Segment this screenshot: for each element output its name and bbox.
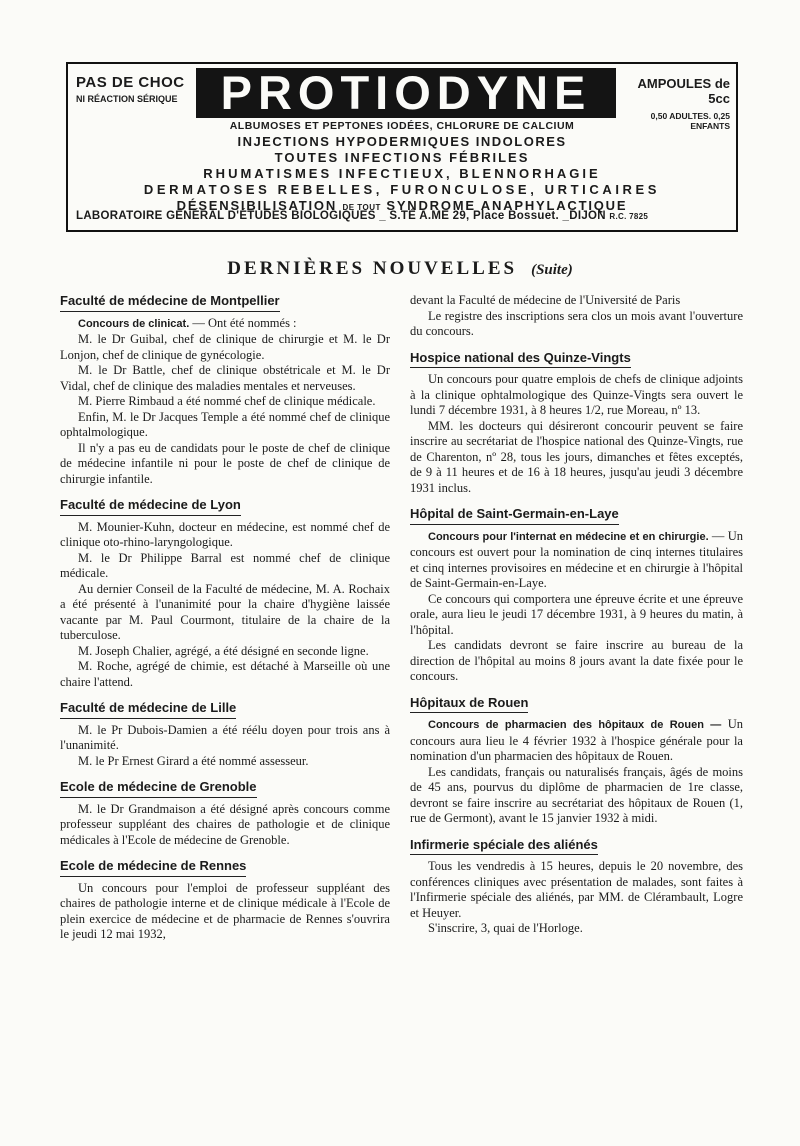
ad-syndrome: SYNDROME ANAPHYLACTIQUE: [386, 198, 628, 213]
paragraph: Tous les vendredis à 15 heures, depuis le 20 novembre, des conférences cliniques avec présentation de malades, sont faites à l'Infirmerie spéciale des aliénés, par MM. de Clérambault, Logre et Heuyer.: [410, 859, 743, 920]
ad-no-serum-reaction: NI RÉACTION SÉRIQUE: [76, 94, 178, 104]
section-grenoble: [60, 779, 390, 848]
ad-de-tout: DE TOUT: [342, 203, 381, 212]
paragraph: [60, 316, 390, 333]
page-title: [0, 258, 800, 280]
ad-desensibilisation: DÉSENSIBILISATION: [176, 198, 338, 213]
section-lille: [60, 700, 390, 769]
paragraph: M. le Pr Ernest Girard a été nommé assesseur.: [78, 753, 309, 768]
paragraph: M. le Dr Battle, chef de clinique obstétricale et M. le Dr Vidal, chef de clinique des maladies mentales et nerveuses.: [60, 363, 390, 393]
right-column: [410, 293, 743, 947]
paragraph: devant la Faculté de médecine de l'Université de Paris: [410, 293, 681, 307]
ad-laboratory-footer: [76, 210, 728, 222]
paragraph: MM. les docteurs qui désireront concourir peuvent se faire inscrire au secrétariat de l'hospice national des Quinze-Vingts, rue de Charenton, nº 28, tous les jours, dimanches et fêtes exceptés, de 9 à 11 heures et de 16 à 18 heures, jusqu'au jeudi 3 décembre 1931 inclus.: [410, 418, 743, 495]
section-title: Infirmerie spéciale des aliénés: [410, 837, 598, 856]
ad-laboratory: LABORATOIRE GÉNÉRAL D'ÉTUDES BIOLOGIQUES _ S.TÉ A.ME 29, Place Bossuet. _DIJON: [76, 210, 606, 222]
paragraph: Un concours pour quatre emplois de chefs de clinique adjoints à la clinique ophtalmologique des Quinze-Vingts sera ouvert le lundi 7 décembre 1931, à 8 heures 1/2, rue Moreau, nº 13.: [410, 372, 743, 417]
ad-line-infections: TOUTES INFECTIONS FÉBRILES: [274, 150, 530, 165]
protiodyne-advertisement: [66, 62, 738, 232]
section-title: Hôpital de Saint-Germain-en-Laye: [410, 506, 619, 525]
ad-indications: [68, 118, 736, 216]
section-title: Faculté de médecine de Lille: [60, 700, 236, 719]
subheading: Concours de pharmacien des hôpitaux de Rouen —: [428, 719, 722, 731]
ad-left-block: [76, 74, 198, 104]
section-rennes: [60, 858, 390, 943]
ad-line-dermatoses: DERMATOSES REBELLES, FURONCULOSE, URTICAIRES: [143, 182, 661, 197]
ad-no-shock: PAS DE CHOC: [76, 74, 185, 91]
paragraph: [410, 529, 743, 592]
paragraph: M. le Pr Dubois-Damien a été réélu doyen pour trois ans à l'unanimité.: [60, 722, 390, 752]
subheading: Concours pour l'internat en médecine et en chirurgie.: [428, 530, 709, 543]
paragraph: Ce concours qui comportera une épreuve écrite et une épreuve orale, aura lieu le jeudi 17 décembre 1931, à 9 heures du matin, à l'hôpital.: [410, 591, 743, 637]
section-title: Hôpitaux de Rouen: [410, 695, 528, 714]
paragraph-text: — Un concours est ouvert pour la nomination de cinq internes titulaires et cinq internes provisoires en médecine et en chirurgie à l'hôpital de Saint-Germain-en-Laye.: [410, 528, 743, 590]
paragraph: Les candidats, français ou naturalisés français, âgés de moins de 45 ans, pourvus du diplôme de pharmacien de 1re classe, devront se faire inscrire au secrétariat des hôpitaux de Rouen (1, rue de Germont), avant le 15 janvier 1932 à midi.: [410, 764, 743, 825]
paragraph: M. Pierre Rimbaud a été nommé chef de clinique médicale.: [78, 394, 376, 408]
left-column: [60, 293, 390, 953]
ad-line-composition: ALBUMOSES ET PEPTONES IODÉES, CHLORURE DE CALCIUM: [229, 120, 575, 132]
section-title: Ecole de médecine de Grenoble: [60, 779, 257, 798]
page-title-main: DERNIÈRES NOUVELLES: [227, 258, 518, 279]
section-montpellier: [60, 293, 390, 487]
paragraph-text: — Ont été nommés :: [189, 315, 297, 330]
paragraph: M. Mounier-Kuhn, docteur en médecine, est nommé chef de clinique oto-rhino-laryngologique.: [60, 519, 390, 549]
ad-brand-name: PROTIODYNE: [196, 68, 616, 118]
ad-rc: R.C. 7825: [609, 212, 649, 221]
ad-line-rhumatismes: RHUMATISMES INFECTIEUX, BLENNORHAGIE: [203, 166, 601, 181]
paragraph: Au dernier Conseil de la Faculté de médecine, M. A. Rochaix a été présenté à l'unanimité pour la chaire d'hygiène laissée vacante par M. Paul Courmont, titulaire de la chaire de la tuberculose.: [60, 581, 390, 642]
section-rouen: [410, 695, 743, 827]
paragraph: Le registre des inscriptions sera clos un mois avant l'ouverture du concours.: [410, 308, 743, 338]
paragraph: Les candidats devront se faire inscrire au bureau de la direction de l'hôpital au moins 8 jours avant la date fixée pour le concours.: [410, 638, 743, 683]
paragraph: M. le Dr Philippe Barral est nommé chef de clinique médicale.: [60, 550, 390, 580]
paragraph: M. le Dr Guibal, chef de clinique de chirurgie et M. le Dr Lonjon, chef de clinique de gynécologie.: [60, 332, 390, 362]
section-title: Hospice national des Quinze-Vingts: [410, 350, 631, 369]
section-title: Ecole de médecine de Rennes: [60, 858, 246, 877]
section-rennes-continued: [410, 293, 743, 340]
ad-line-injections: INJECTIONS HYPODERMIQUES INDOLORES: [237, 134, 567, 149]
ad-ampoules: AMPOULES de 5cc: [637, 76, 730, 106]
section-title: Faculté de médecine de Lyon: [60, 497, 241, 516]
section-saint-germain: [410, 506, 743, 685]
section-title: Faculté de médecine de Montpellier: [60, 293, 280, 312]
paragraph: Il n'y a pas eu de candidats pour le poste de chef de clinique de médecine infantile ni pour le poste de chef de clinique de chirurgie infantile.: [60, 440, 390, 486]
ad-dosage: 0,50 ADULTES. 0,25 ENFANTS: [650, 111, 730, 131]
paragraph: Enfin, M. le Dr Jacques Temple a été nommé chef de clinique ophtalmologique.: [60, 409, 390, 439]
paragraph-text: Un concours aura lieu le 4 février 1932 à l'hospice générale pour la nomination d'un pharmacien des hôpitaux de Rouen.: [410, 717, 744, 763]
section-alienes: [410, 837, 743, 937]
subheading: Concours de clinicat.: [78, 317, 190, 330]
paragraph: M. le Dr Grandmaison a été désigné après concours comme professeur suppléant des chaires de pathologie et de clinique médicales à l'Ecole de médecine de Grenoble.: [60, 801, 390, 847]
section-quinze-vingts: [410, 350, 743, 497]
page-title-suite: (Suite): [531, 262, 573, 278]
section-lyon: [60, 497, 390, 690]
paragraph: M. Roche, agrégé de chimie, est détaché à Marseille où une chaire l'attend.: [60, 659, 390, 689]
paragraph: Un concours pour l'emploi de professeur suppléant des chaires de pathologie interne et de clinique médicale à l'Ecole de plein exercice de médecine et de pharmacie de Rennes s'ouvrira le jeudi 12 mai 1932,: [60, 880, 390, 941]
paragraph: [410, 717, 743, 765]
paragraph: S'inscrire, 3, quai de l'Horloge.: [428, 921, 583, 935]
paragraph: M. Joseph Chalier, agrégé, a été désigné en seconde ligne.: [78, 643, 369, 658]
